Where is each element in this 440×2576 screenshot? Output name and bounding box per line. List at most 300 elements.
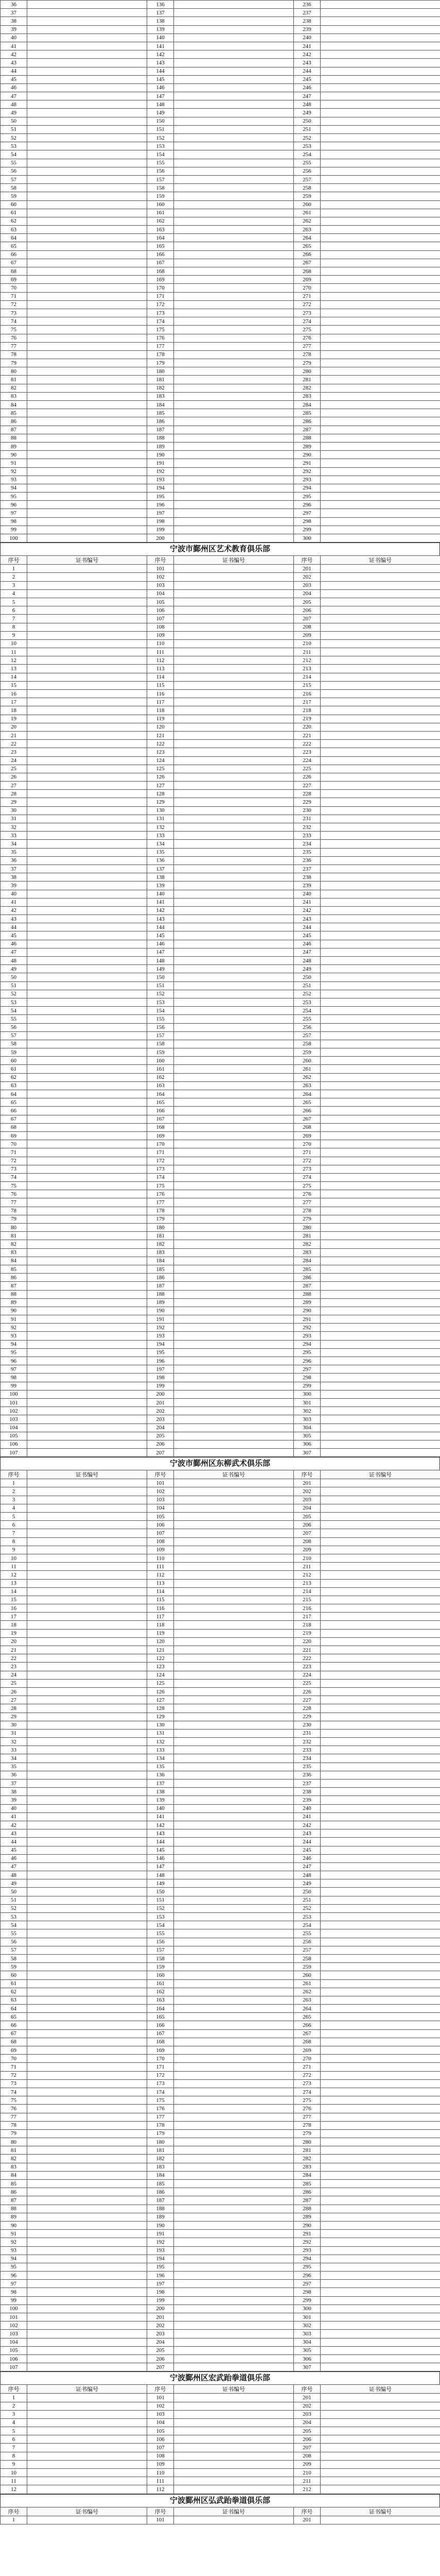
cert-cell [174, 2129, 294, 2138]
seq-cell: 128 [147, 1704, 174, 1713]
cert-cell [27, 2230, 147, 2238]
seq-cell: 196 [147, 1357, 174, 1365]
seq-cell: 302 [294, 2321, 321, 2330]
seq-cell: 2 [1, 2402, 27, 2410]
cert-cell [321, 2071, 440, 2079]
cert-cell [321, 1040, 440, 1048]
seq-cell: 297 [294, 2280, 321, 2288]
cert-cell [174, 931, 294, 940]
cert-cell [321, 2272, 440, 2280]
cert-cell [174, 1796, 294, 1804]
cert-cell [321, 2477, 440, 2485]
cert-cell [321, 1546, 440, 1554]
seq-cell: 100 [1, 1390, 27, 1398]
seq-cell: 172 [147, 1157, 174, 1165]
cert-cell [27, 2263, 147, 2271]
seq-cell: 2 [1, 1487, 27, 1496]
seq-cell: 67 [1, 259, 27, 267]
seq-cell: 296 [294, 2272, 321, 2280]
seq-cell: 217 [294, 1613, 321, 1621]
cert-cell [27, 2427, 147, 2435]
table-row [1, 1115, 440, 1123]
cert-cell [27, 573, 147, 581]
cert-cell [27, 117, 147, 125]
seq-cell: 173 [147, 2079, 174, 2088]
cert-cell [27, 2171, 147, 2179]
table-row [1, 2155, 440, 2163]
seq-cell: 282 [294, 384, 321, 392]
seq-cell: 180 [147, 1224, 174, 1232]
cert-cell [174, 923, 294, 931]
seq-cell: 288 [294, 2205, 321, 2213]
section-title: 宁波市鄞州区东柳武术俱乐部 [0, 1457, 440, 1470]
cert-cell [174, 589, 294, 598]
table-row [1, 681, 440, 689]
cert-cell [321, 1946, 440, 1954]
cert-cell [321, 2171, 440, 2179]
seq-cell: 206 [294, 1521, 321, 1529]
cert-cell [174, 292, 294, 300]
cert-cell [321, 142, 440, 150]
cert-cell [27, 1007, 147, 1015]
cert-cell [174, 142, 294, 150]
seq-cell: 103 [147, 2410, 174, 2418]
seq-cell: 60 [1, 1057, 27, 1065]
table-row [1, 1862, 440, 1871]
cert-cell [27, 476, 147, 484]
seq-cell: 180 [147, 2138, 174, 2146]
table-row [1, 384, 440, 392]
cert-cell [321, 1073, 440, 1081]
cert-cell [27, 1073, 147, 1081]
cert-cell [174, 1357, 294, 1365]
cert-cell [321, 1888, 440, 1896]
table-row [1, 459, 440, 467]
seq-cell: 24 [1, 1671, 27, 1679]
cert-cell [27, 1771, 147, 1779]
cert-cell [174, 2238, 294, 2246]
seq-cell: 39 [1, 1796, 27, 1804]
seq-cell: 284 [294, 401, 321, 409]
seq-cell: 72 [1, 300, 27, 309]
table-row [1, 1762, 440, 1771]
cert-cell [321, 184, 440, 192]
cert-cell [27, 92, 147, 100]
table-row [1, 1529, 440, 1537]
cert-cell [27, 1696, 147, 1704]
seq-cell: 15 [1, 681, 27, 689]
seq-cell: 170 [147, 2055, 174, 2063]
seq-cell: 171 [147, 292, 174, 300]
seq-cell: 96 [1, 501, 27, 509]
seq-cell: 66 [1, 1107, 27, 1115]
seq-cell: 149 [147, 109, 174, 117]
seq-cell: 121 [147, 731, 174, 739]
cert-cell [27, 1274, 147, 1282]
table-row [1, 1879, 440, 1888]
cert-cell [321, 1415, 440, 1423]
table-row [1, 665, 440, 673]
seq-cell: 87 [1, 426, 27, 434]
seq-cell: 9 [1, 631, 27, 639]
table-row [1, 981, 440, 990]
table-row [1, 292, 440, 300]
table-row [1, 2338, 440, 2346]
cert-cell [321, 2238, 440, 2246]
seq-cell: 201 [294, 1479, 321, 1487]
seq-cell: 266 [294, 2021, 321, 2029]
cert-cell [174, 434, 294, 442]
cert-cell [27, 631, 147, 639]
cert-cell [27, 1571, 147, 1579]
seq-cell: 257 [294, 1946, 321, 1954]
seq-cell: 142 [147, 906, 174, 914]
seq-cell: 275 [294, 326, 321, 334]
seq-cell: 245 [294, 1846, 321, 1854]
cert-cell [321, 1821, 440, 1829]
cert-cell [174, 83, 294, 92]
seq-cell: 92 [1, 1324, 27, 1332]
cert-cell [27, 898, 147, 906]
cert-cell [27, 392, 147, 400]
seq-cell: 197 [147, 1365, 174, 1374]
cert-cell [321, 2452, 440, 2460]
cert-cell [27, 1613, 147, 1621]
seq-cell: 104 [1, 2338, 27, 2346]
seq-cell: 35 [1, 848, 27, 856]
seq-cell: 107 [1, 2363, 27, 2371]
cert-cell [321, 1671, 440, 1679]
seq-cell: 297 [294, 1365, 321, 1374]
seq-cell: 76 [1, 334, 27, 342]
seq-cell: 155 [147, 1015, 174, 1023]
seq-cell: 281 [294, 2146, 321, 2155]
seq-cell: 212 [294, 1571, 321, 1579]
seq-cell: 192 [147, 2238, 174, 2246]
cert-cell [321, 1131, 440, 1140]
seq-cell: 88 [1, 2205, 27, 2213]
seq-cell: 155 [147, 1929, 174, 1938]
seq-cell: 268 [294, 2038, 321, 2046]
seq-cell: 203 [294, 2410, 321, 2418]
cert-cell [174, 998, 294, 1006]
seq-cell: 222 [294, 740, 321, 748]
seq-cell: 90 [1, 1307, 27, 1315]
seq-cell: 54 [1, 150, 27, 159]
seq-cell: 187 [147, 1282, 174, 1290]
cert-cell [27, 334, 147, 342]
seq-cell: 294 [294, 2255, 321, 2263]
cert-cell [27, 923, 147, 931]
cert-cell [321, 1365, 440, 1374]
table-row [1, 1513, 440, 1521]
seq-cell: 47 [1, 1862, 27, 1871]
seq-cell: 279 [294, 359, 321, 367]
cert-cell [174, 1604, 294, 1613]
cert-cell [174, 1007, 294, 1015]
seq-cell: 281 [294, 376, 321, 384]
cert-cell [174, 1646, 294, 1654]
table-row [1, 865, 440, 873]
seq-cell: 173 [147, 1165, 174, 1173]
cert-cell [321, 615, 440, 623]
table-row [1, 2410, 440, 2418]
cert-cell [27, 990, 147, 998]
cert-cell [27, 267, 147, 276]
cert-cell [27, 150, 147, 159]
cert-cell [174, 2171, 294, 2179]
seq-cell: 47 [1, 948, 27, 956]
cert-cell [27, 159, 147, 167]
cert-cell [27, 401, 147, 409]
cert-cell [321, 1596, 440, 1604]
seq-cell: 303 [294, 2330, 321, 2338]
table-row [1, 698, 440, 706]
cert-cell [321, 923, 440, 931]
seq-cell: 209 [294, 1546, 321, 1554]
cert-cell [27, 1929, 147, 1938]
cert-cell [321, 715, 440, 723]
seq-cell: 104 [147, 1504, 174, 1512]
table-row [1, 798, 440, 806]
cert-cell [174, 1307, 294, 1315]
table-header-row [1, 556, 440, 565]
table-row [1, 1646, 440, 1654]
cert-cell [27, 309, 147, 317]
seq-cell: 3 [1, 2410, 27, 2418]
seq-cell: 143 [147, 1829, 174, 1838]
seq-cell: 46 [1, 1854, 27, 1862]
seq-cell: 149 [147, 965, 174, 973]
cert-cell [27, 242, 147, 250]
cert-cell [27, 2055, 147, 2063]
cert-cell [321, 359, 440, 367]
seq-cell: 219 [294, 715, 321, 723]
cert-cell [174, 117, 294, 125]
seq-cell: 144 [147, 67, 174, 75]
seq-cell: 296 [294, 1357, 321, 1365]
cert-cell [174, 2188, 294, 2196]
seq-cell: 287 [294, 1282, 321, 1290]
cert-cell [321, 765, 440, 773]
seq-cell: 241 [294, 898, 321, 906]
seq-cell: 145 [147, 931, 174, 940]
seq-cell: 276 [294, 1190, 321, 1198]
seq-cell: 187 [147, 2196, 174, 2205]
seq-cell: 195 [147, 493, 174, 501]
table-row [1, 100, 440, 109]
seq-cell: 259 [294, 1963, 321, 1971]
seq-cell: 35 [1, 1762, 27, 1771]
seq-cell: 280 [294, 367, 321, 376]
table-row [1, 1596, 440, 1604]
cert-cell [321, 856, 440, 865]
seq-cell: 190 [147, 451, 174, 459]
seq-cell: 106 [147, 1521, 174, 1529]
table-row [1, 765, 440, 773]
table-row [1, 2079, 440, 2088]
table-row [1, 2046, 440, 2055]
seq-cell: 14 [1, 1587, 27, 1596]
cert-cell [27, 2205, 147, 2213]
table-row [1, 1048, 440, 1057]
seq-cell: 74 [1, 2088, 27, 2096]
seq-cell: 261 [294, 209, 321, 217]
seq-cell: 251 [294, 981, 321, 990]
seq-cell: 69 [1, 2046, 27, 2055]
table-row [1, 1671, 440, 1679]
cert-cell [174, 2427, 294, 2435]
cert-cell [321, 1679, 440, 1687]
seq-cell: 28 [1, 790, 27, 798]
cert-cell [321, 1098, 440, 1107]
seq-cell: 84 [1, 1257, 27, 1265]
cert-cell [27, 856, 147, 865]
seq-cell: 165 [147, 242, 174, 250]
seq-cell: 230 [294, 1721, 321, 1729]
seq-cell: 224 [294, 756, 321, 765]
cert-cell [27, 2394, 147, 2402]
seq-cell: 48 [1, 957, 27, 965]
seq-cell: 169 [147, 1131, 174, 1140]
cert-cell [174, 1315, 294, 1324]
seq-cell: 21 [1, 1646, 27, 1654]
seq-cell: 249 [294, 109, 321, 117]
cert-cell [27, 1896, 147, 1904]
table-row [1, 2321, 440, 2330]
table-row [1, 1207, 440, 1215]
seq-cell: 45 [1, 931, 27, 940]
cert-cell [27, 832, 147, 840]
seq-cell: 157 [147, 1946, 174, 1954]
seq-cell: 174 [147, 317, 174, 326]
cert-cell [321, 284, 440, 292]
table-row [1, 2188, 440, 2196]
seq-cell: 274 [294, 1173, 321, 1181]
seq-cell: 242 [294, 906, 321, 914]
seq-cell: 124 [147, 756, 174, 765]
seq-cell: 131 [147, 815, 174, 823]
seq-cell: 300 [294, 1390, 321, 1398]
seq-cell: 12 [1, 656, 27, 665]
cert-cell [27, 1862, 147, 1871]
cert-cell [321, 990, 440, 998]
table-row [1, 1423, 440, 1432]
seq-cell: 86 [1, 417, 27, 426]
cert-cell [174, 890, 294, 898]
cert-cell [321, 1521, 440, 1529]
cert-cell [321, 698, 440, 706]
cert-cell [321, 1031, 440, 1040]
cert-cell [174, 973, 294, 981]
cert-cell [174, 1679, 294, 1687]
seq-cell: 210 [294, 1554, 321, 1562]
seq-cell: 205 [294, 598, 321, 606]
cert-cell [27, 200, 147, 209]
table-row [1, 639, 440, 648]
seq-cell: 209 [294, 631, 321, 639]
cert-cell [27, 1812, 147, 1821]
cert-cell [321, 998, 440, 1006]
seq-cell: 265 [294, 1098, 321, 1107]
cert-cell [27, 848, 147, 856]
cert-cell [174, 517, 294, 526]
seq-cell: 101 [147, 2394, 174, 2402]
cert-cell [174, 2363, 294, 2371]
cert-cell [321, 259, 440, 267]
cert-cell [27, 1946, 147, 1954]
seq-cell: 54 [1, 1007, 27, 1015]
cert-cell [27, 973, 147, 981]
seq-cell: 258 [294, 184, 321, 192]
table-row [1, 1888, 440, 1896]
cert-cell [174, 1240, 294, 1248]
seq-cell: 203 [147, 1415, 174, 1423]
table-row [1, 2105, 440, 2113]
seq-cell: 299 [294, 1382, 321, 1390]
table-row [1, 142, 440, 150]
seq-cell: 240 [294, 33, 321, 42]
cert-cell [174, 1546, 294, 1554]
cert-cell [174, 832, 294, 840]
cert-cell [321, 2196, 440, 2205]
seq-cell: 215 [294, 1596, 321, 1604]
seq-cell: 303 [294, 1415, 321, 1423]
cert-cell [27, 1090, 147, 1098]
seq-cell: 151 [147, 1896, 174, 1904]
seq-cell: 1 [1, 2516, 27, 2524]
cert-cell [174, 534, 294, 543]
seq-cell: 25 [1, 1679, 27, 1687]
cert-cell [321, 242, 440, 250]
seq-cell: 217 [294, 698, 321, 706]
cert-cell [321, 1604, 440, 1613]
seq-cell: 87 [1, 2196, 27, 2205]
cert-cell [174, 1479, 294, 1487]
table-row [1, 342, 440, 350]
cert-cell [174, 42, 294, 50]
seq-cell: 34 [1, 1754, 27, 1762]
cert-cell [174, 765, 294, 773]
seq-cell: 2 [1, 573, 27, 581]
seq-cell: 206 [294, 2435, 321, 2444]
cert-cell [174, 50, 294, 59]
cert-cell [321, 1513, 440, 1521]
seq-cell: 93 [1, 476, 27, 484]
cert-cell [174, 2313, 294, 2321]
seq-cell: 252 [294, 990, 321, 998]
seq-cell: 235 [294, 1762, 321, 1771]
cert-cell [27, 1332, 147, 1340]
table-row [1, 2444, 440, 2452]
table-row [1, 267, 440, 276]
seq-cell: 30 [1, 806, 27, 815]
seq-cell: 286 [294, 1274, 321, 1282]
seq-cell: 239 [294, 882, 321, 890]
cert-cell [174, 1496, 294, 1504]
table-row [1, 501, 440, 509]
seq-cell: 91 [1, 1315, 27, 1324]
table-row [1, 1796, 440, 1804]
cert-cell [321, 690, 440, 698]
cert-cell [321, 890, 440, 898]
cert-cell [174, 284, 294, 292]
seq-cell: 187 [147, 426, 174, 434]
seq-cell: 285 [294, 1265, 321, 1273]
seq-cell: 153 [147, 1913, 174, 1921]
cert-cell [174, 706, 294, 715]
cert-cell [27, 1148, 147, 1157]
